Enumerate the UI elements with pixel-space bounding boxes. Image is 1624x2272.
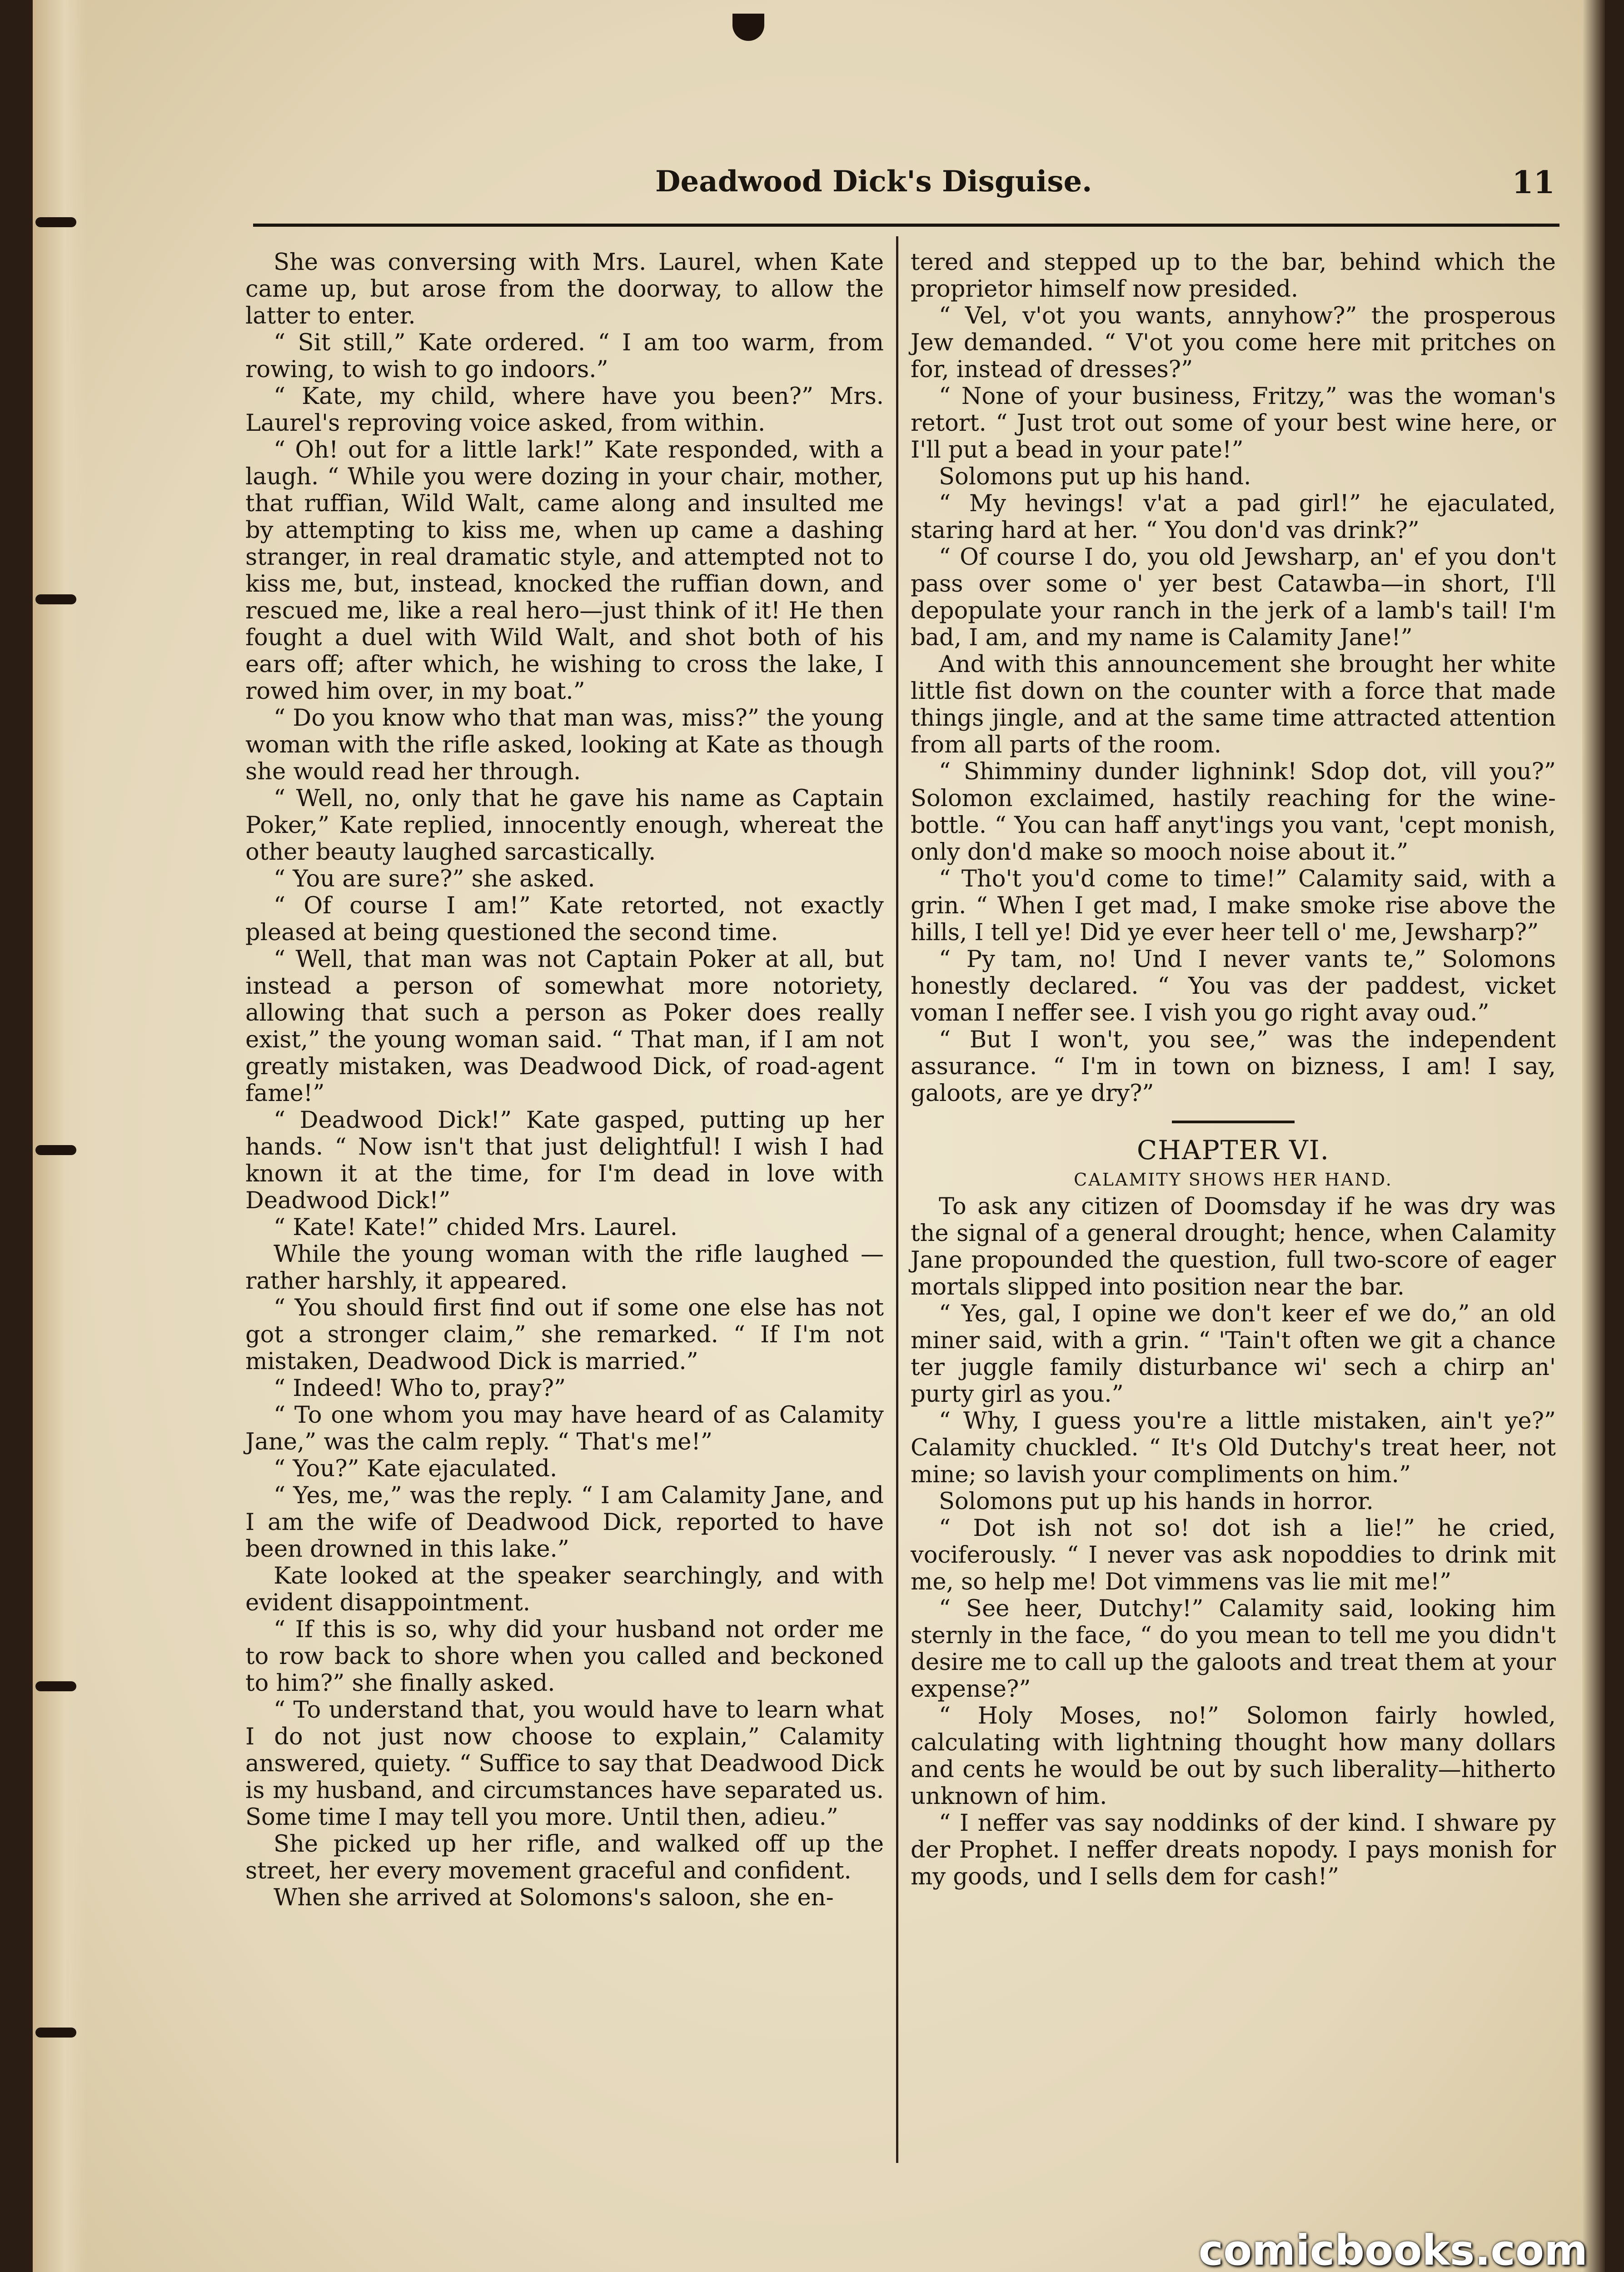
paragraph: “ Shimminy dunder lighnink! Sdop dot, vill you?” Solomon exclaimed, hastily reaching for the wine-bottle. “ You can haff anyt'ings you vant, 'cept monish, only don'd make so mooch noise about it.” xyxy=(911,758,1556,866)
paragraph: “ I neffer vas say noddinks of der kind. I shware py der Prophet. I neffer dreats nopody. I pays monish for my goods, und I sells dem for cash!” xyxy=(911,1810,1556,1890)
column-divider xyxy=(896,236,898,2163)
paragraph: “ Why, I guess you're a little mistaken, ain't ye?” Calamity chuckled. “ It's Old Dutchy's treat heer, not mine; so lavish your compliments on him.” xyxy=(911,1408,1556,1488)
paragraph: “ Do you know who that man was, miss?” the young woman with the rifle asked, looking at Kate as though she would read her through. xyxy=(245,705,884,785)
page-number: 11 xyxy=(1512,164,1555,201)
paragraph: “ You?” Kate ejaculated. xyxy=(274,1455,558,1482)
paragraph: “ Of course I do, you old Jewsharp, an' ef you don't pass over some o' yer best Catawba—in short, I'll depopulate your ranch in the jerk of a lamb's tail! I'm bad, I am, and my name is Calamity Jane!” xyxy=(911,544,1556,651)
paragraph: “ To understand that, you would have to learn what I do not just now choose to explain,” Calamity answered, quiety. “ Suffice to say that Deadwood Dick is my husband, and circumstances have separated us. Some time I may tell you more. Until then, adieu.” xyxy=(245,1697,884,1831)
header-rule xyxy=(253,224,1559,227)
paragraph: “ Tho't you'd come to time!” Calamity said, with a grin. “ When I get mad, I make smoke rise above the hills, I tell ye! Did ye ever heer tell o' me, Jewsharp?” xyxy=(911,866,1556,946)
paragraph: “ If this is so, why did your husband not order me to row back to shore when you called and beckoned to him?” she finally asked. xyxy=(245,1616,884,1697)
running-header xyxy=(655,164,1555,214)
right-column-top xyxy=(911,249,1556,1107)
paragraph: “ Kate, my child, where have you been?” Mrs. Laurel's reproving voice asked, from within. xyxy=(245,383,884,437)
paragraph: When she arrived at Solomons's saloon, she en- xyxy=(274,1884,834,1911)
paragraph: She was conversing with Mrs. Laurel, when Kate came up, but arose from the doorway, to allow the latter to enter. xyxy=(245,249,884,329)
paragraph: “ But I won't, you see,” was the independent assurance. “ I'm in town on bizness, I am! I say, galoots, are ye dry?” xyxy=(911,1026,1556,1107)
paragraph: She picked up her rifle, and walked off up the street, her every movement graceful and confident. xyxy=(245,1831,884,1884)
paragraph: “ Deadwood Dick!” Kate gasped, putting up her hands. “ Now isn't that just delightful! I wish I had known it at the time, for I'm dead in love with Deadwood Dick!” xyxy=(245,1107,884,1214)
paragraph: “ Well, that man was not Captain Poker at all, but instead a person of somewhat more notoriety, allowing that such a person as Poker does really exist,” the young woman said. “ That man, if I am not greatly mistaken, was Deadwood Dick, of road-agent fame!” xyxy=(245,946,884,1107)
paragraph: “ You are sure?” she asked. xyxy=(274,866,595,892)
paragraph: “ None of your business, Fritzy,” was the woman's retort. “ Just trot out some of your best wine here, or I'll put a bead in your pate!” xyxy=(911,383,1556,463)
binding-hole xyxy=(35,217,76,227)
paragraph: Solomons put up his hand. xyxy=(939,463,1251,490)
paragraph: “ Kate! Kate!” chided Mrs. Laurel. xyxy=(274,1214,677,1241)
book-page xyxy=(33,0,1605,2272)
paragraph: “ Of course I am!” Kate retorted, not exactly pleased at being questioned the second time. xyxy=(245,892,884,946)
binding-hole xyxy=(35,1145,76,1155)
header-title: Deadwood Dick's Disguise. xyxy=(655,164,1092,199)
paragraph: “ Yes, me,” was the reply. “ I am Calamity Jane, and I am the wife of Deadwood Dick, reported to have been drowned in this lake.” xyxy=(245,1482,884,1563)
right-column xyxy=(911,249,1556,2176)
paragraph: “ My hevings! v'at a pad girl!” he ejaculated, staring hard at her. “ You don'd vas drink?” xyxy=(911,490,1556,544)
paragraph: To ask any citizen of Doomsday if he was dry was the signal of a general drought; hence, when Calamity Jane propounded the question, full two-score of eager mortals slipped into position near the bar. xyxy=(911,1193,1556,1300)
page-spine xyxy=(33,0,87,2272)
paragraph: “ Holy Moses, no!” Solomon fairly howled, calculating with lightning thought how many dollars and cents he would be out by such liberality—hitherto unknown of him. xyxy=(911,1703,1556,1810)
paragraph: “ Oh! out for a little lark!” Kate responded, with a laugh. “ While you were dozing in your chair, mother, that ruffian, Wild Walt, came along and insulted me by attempting to kiss me, when up came a dashing stranger, in real dramatic style, and attempted not to kiss me, but, instead, knocked the ruffian down, and rescued me, like a real hero—just think of it! He then fought a duel with Wild Walt, and shot both of his ears off; after which, he wishing to cross the lake, I rowed him over, in my boat.” xyxy=(245,437,884,705)
watermark-logo: comicbooks.com xyxy=(1198,2226,1588,2272)
binding-hole xyxy=(35,1681,76,1691)
binding-notch xyxy=(732,14,764,41)
paragraph: Kate looked at the speaker searchingly, and with evident disappointment. xyxy=(245,1563,884,1616)
chapter-heading: CHAPTER VI. xyxy=(1136,1135,1330,1166)
paragraph: While the young woman with the rifle laughed —rather harshly, it appeared. xyxy=(245,1241,884,1295)
paragraph: “ You should first find out if some one else has not got a stronger claim,” she remarked. “ If I'm not mistaken, Deadwood Dick is married.” xyxy=(245,1295,884,1375)
paragraph: “ Well, no, only that he gave his name as Captain Poker,” Kate replied, innocently enough, whereat the other beauty laughed sarcastically. xyxy=(245,785,884,866)
binding-hole xyxy=(35,2028,76,2038)
paragraph: Solomons put up his hands in horror. xyxy=(939,1488,1374,1515)
page-edge xyxy=(1582,0,1605,2272)
paragraph: “ Dot ish not so! dot ish a lie!” he cried, vociferously. “ I never vas ask nopoddies to drink mit me, so help me! Dot vimmens vas lie mit me!” xyxy=(911,1515,1556,1595)
left-column xyxy=(245,249,884,2176)
chapter-rule xyxy=(1172,1121,1295,1123)
paragraph: tered and stepped up to the bar, behind which the proprietor himself now presided. xyxy=(911,249,1556,303)
paragraph: “ Indeed! Who to, pray?” xyxy=(274,1375,566,1402)
paragraph: “ To one whom you may have heard of as Calamity Jane,” was the calm reply. “ That's me!” xyxy=(245,1402,884,1455)
binding-hole xyxy=(35,594,76,604)
paragraph: “ Py tam, no! Und I never vants te,” Solomons honestly declared. “ You vas der paddest, vicket voman I neffer see. I vish you go right avay oud.” xyxy=(911,946,1556,1026)
right-column-bottom xyxy=(911,1193,1556,1890)
chapter-subtitle: CALAMITY SHOWS HER HAND. xyxy=(1074,1170,1393,1190)
paragraph: And with this announcement she brought her white little fist down on the counter with a force that made things jingle, and at the same time attracted attention from all parts of the room. xyxy=(911,651,1556,758)
paragraph: “ Yes, gal, I opine we don't keer ef we do,” an old miner said, with a grin. “ 'Tain't often we git a chance ter juggle family disturbance wi' sech a chirp an' purty girl as you.” xyxy=(911,1300,1556,1408)
paragraph: “ See heer, Dutchy!” Calamity said, looking him sternly in the face, “ do you mean to tell me you didn't desire me to call up the galoots and treat them at your expense?” xyxy=(911,1595,1556,1703)
paragraph: “ Vel, v'ot you wants, annyhow?” the prosperous Jew demanded. “ V'ot you come here mit pritches on for, instead of dresses?” xyxy=(911,303,1556,383)
paragraph: “ Sit still,” Kate ordered. “ I am too warm, from rowing, to wish to go indoors.” xyxy=(245,329,884,383)
